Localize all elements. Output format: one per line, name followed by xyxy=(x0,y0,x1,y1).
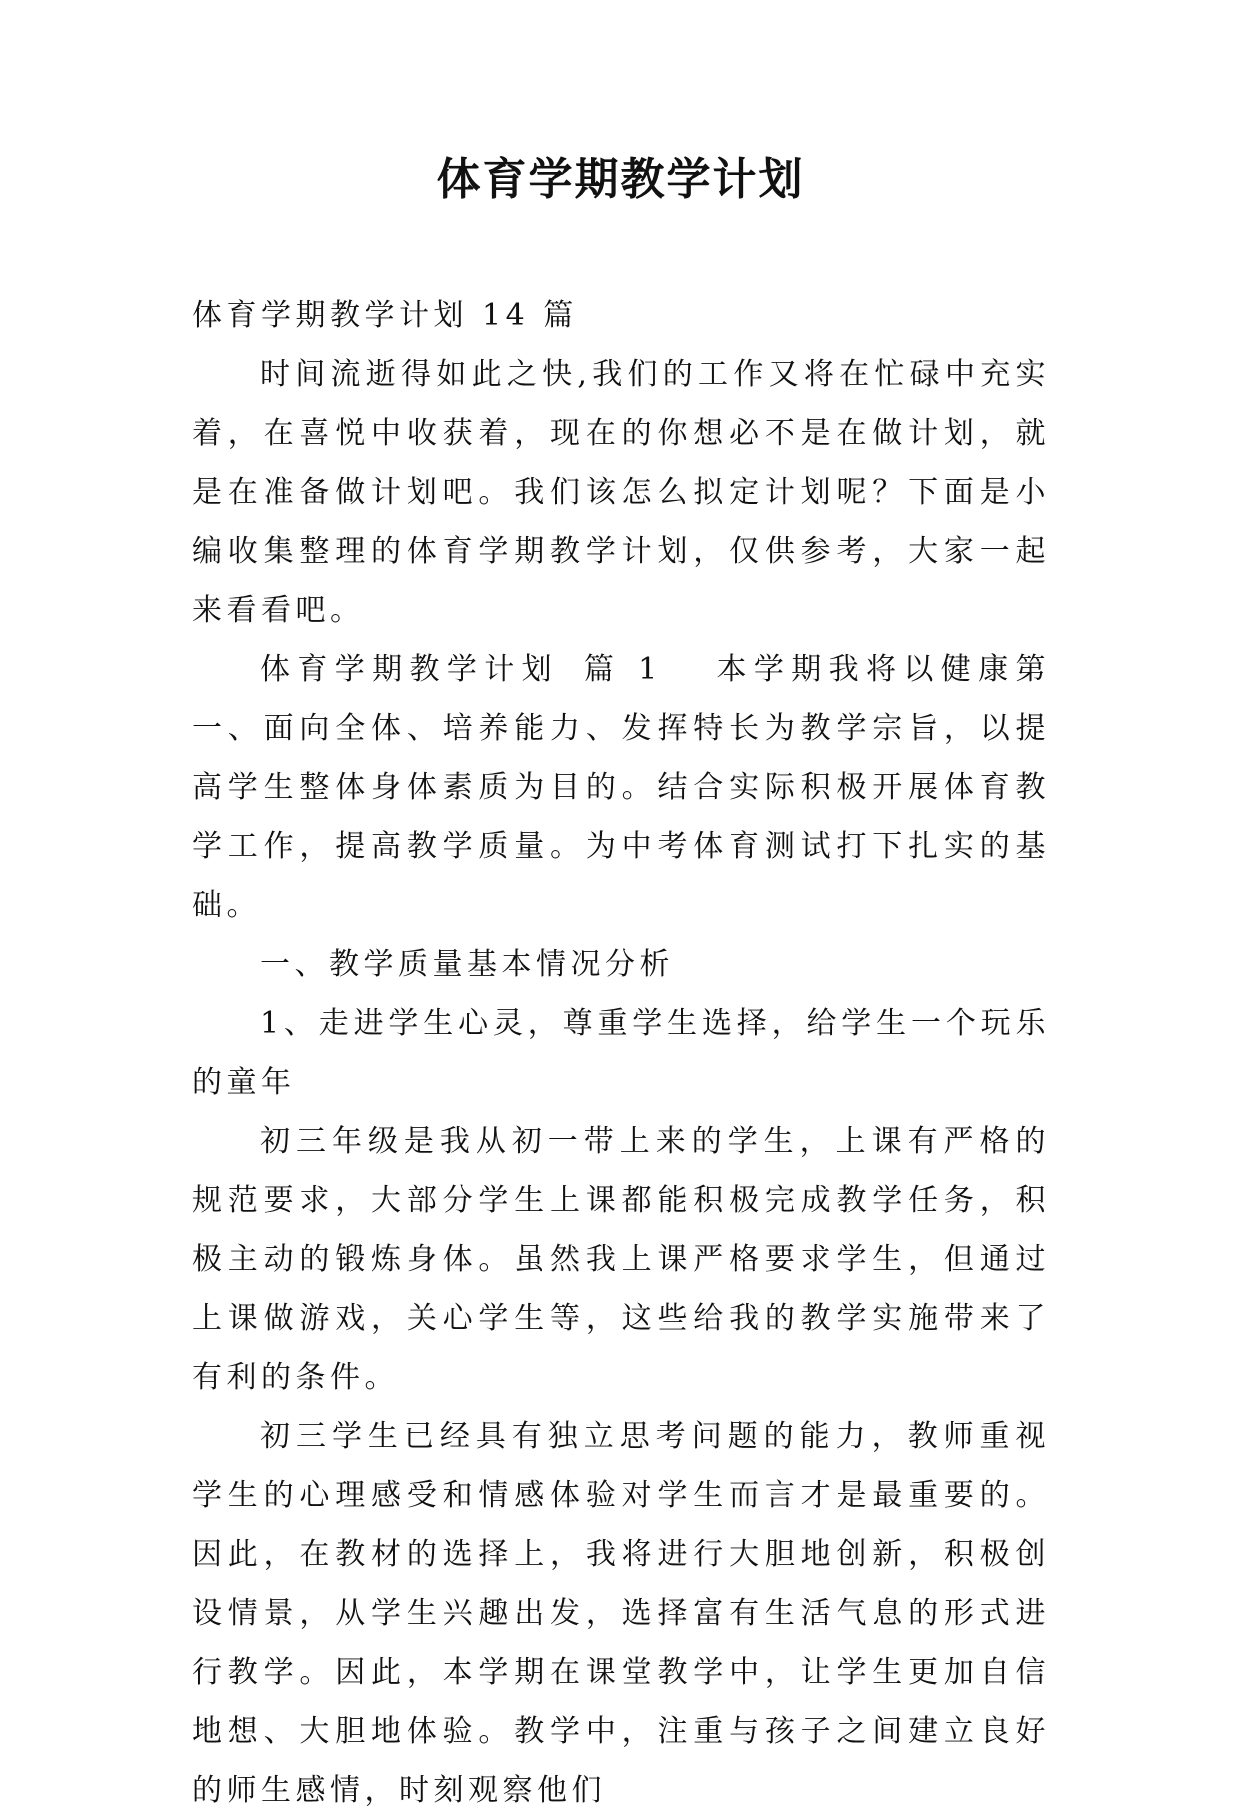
grade-3-paragraph: 初三年级是我从初一带上来的学生，上课有严格的规范要求，大部分学生上课都能积极完成教学任务，积极主动的锻炼身体。虽然我上课严格要求学生，但通过上课做游戏，关心学生等，这些给我的教学实施带来了有利的条件。 xyxy=(192,1124,1050,1395)
document-subtitle: 体育学期教学计划 14 篇 xyxy=(192,298,578,333)
section-1-heading: 体育学期教学计划 xyxy=(260,652,559,687)
list-item-1: 1、走进学生心灵，尊重学生选择，给学生一个玩乐的童年 xyxy=(192,1006,1050,1100)
section-1-text: 本学期我将以健康第一、面向全体、培养能力、发挥特长为教学宗旨，以提高学生整体身体素质为目的。结合实际积极开展体育教学工作，提高教学质量。为中考体育测试打下扎实的基础。 xyxy=(192,652,1051,923)
section-1-number: 篇 1 xyxy=(580,652,662,687)
section-1-paragraph xyxy=(192,640,1050,935)
intro-paragraph: 时间流逝得如此之快,我们的工作又将在忙碌中充实着，在喜悦中收获着，现在的你想必不是在做计划，就是在准备做计划吧。我们该怎么拟定计划呢？下面是小编收集整理的体育学期教学计划，仅供参考，大家一起来看看吧。 xyxy=(192,357,1050,628)
document-body xyxy=(192,286,1050,1820)
students-paragraph: 初三学生已经具有独立思考问题的能力，教师重视学生的心理感受和情感体验对学生而言才是最重要的。因此，在教材的选择上，我将进行大胆地创新，积极创设情景，从学生兴趣出发，选择富有生活气息的形式进行教学。因此，本学期在课堂教学中，让学生更加自信地想、大胆地体验。教学中，注重与孩子之间建立良好的师生感情，时刻观察他们 xyxy=(192,1419,1050,1808)
heading-quality-analysis: 一、教学质量基本情况分析 xyxy=(260,947,674,982)
document-title: 体育学期教学计划 xyxy=(436,154,805,205)
